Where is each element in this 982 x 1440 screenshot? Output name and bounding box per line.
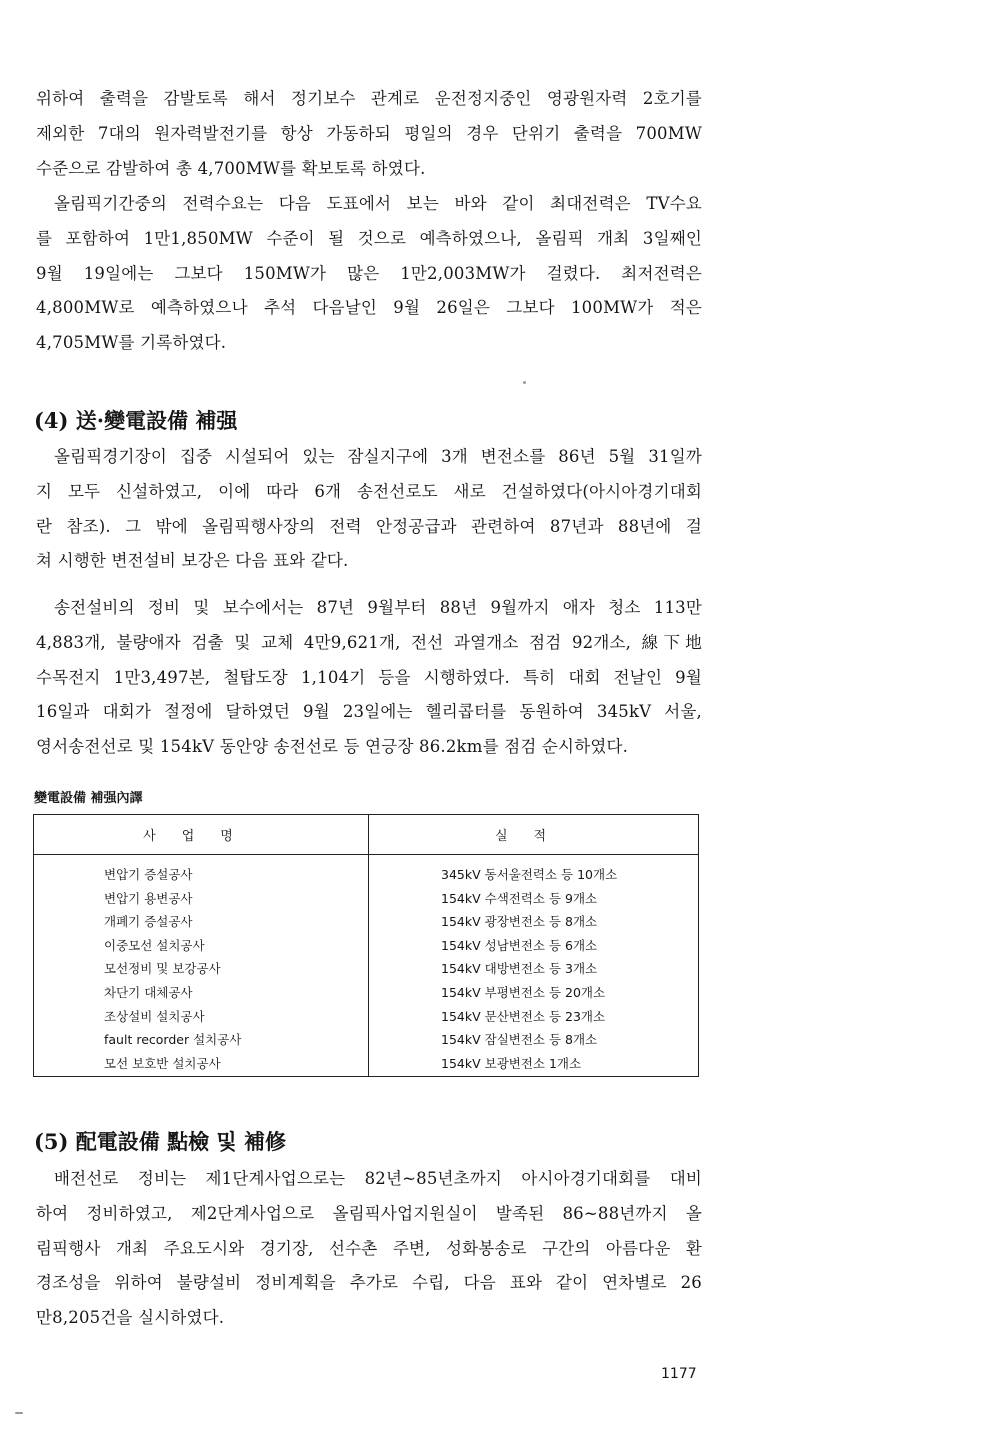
text-line: 지 모두 신설하였고, 이에 따라 6개 송전선로도 새로 건설하였다(아시아경기대회 xyxy=(36,481,702,501)
header-result: 실적 xyxy=(369,815,699,855)
header-project-name: 사업명 xyxy=(34,815,369,855)
table-cell-name: 변압기 용변공사 xyxy=(104,890,193,906)
table-cell-name: 이중모선 설치공사 xyxy=(104,937,205,953)
table-cell-name: 조상설비 설치공사 xyxy=(104,1008,205,1024)
table-cell-name: 차단기 대체공사 xyxy=(104,984,193,1000)
text-line: 배전선로 정비는 제1단계사업으로는 82년~85년초까지 아시아경기대회를 대비 xyxy=(54,1169,702,1188)
text-line: 수준으로 감발하여 총 4,700MW를 확보토록 하였다. xyxy=(36,158,426,178)
table-cell-name: 변압기 증설공사 xyxy=(104,867,193,882)
table-cell-result: 154kV 부평변전소 등 20개소 xyxy=(441,984,606,1000)
text-line: 4,883개, 불량애자 검출 및 교체 4만9,621개, 전선 과열개소 점검 92개소, 線下地 xyxy=(36,632,702,652)
section-heading-distribution: (5) 配電設備 點檢 및 補修 xyxy=(34,1129,287,1154)
text-line: 위하여 출력을 감발토록 해서 정기보수 관계로 운전정지중인 영광원자력 2호기를 xyxy=(36,89,702,108)
table-cell-result: 154kV 수색전력소 등 9개소 xyxy=(441,890,598,906)
text-line: 9월 19일에는 그보다 150MW가 많은 1만2,003MW가 걸렸다. 최저전력은 xyxy=(36,263,702,283)
text-line: 4,705MW를 기록하였다. xyxy=(36,333,227,353)
table-cell-name: 모선정비 및 보강공사 xyxy=(104,961,221,977)
paragraph-generation-reduction xyxy=(36,82,702,186)
table-cell-result: 154kV 잠실변전소 등 8개소 xyxy=(441,1032,598,1048)
text-line: 수목전지 1만3,497본, 철탑도장 1,104기 등을 시행하였다. 특히 대회 전날인 9월 xyxy=(36,667,702,687)
table-cell-result: 154kV 보광변전소 1개소 xyxy=(441,1055,582,1071)
text-line: 쳐 시행한 변전설비 보강은 다음 표와 같다. xyxy=(36,551,349,571)
text-line: 영서송전선로 및 154kV 동안양 송전선로 등 연긍장 86.2km를 점검 순시하였다. xyxy=(36,737,629,757)
paragraph-transmission-maintenance xyxy=(36,591,702,765)
text-line: 하여 정비하였고, 제2단계사업으로 올림픽사업지원실이 발족된 86~88년까지 올 xyxy=(36,1203,702,1223)
table-cell-result: 154kV 성남변전소 등 6개소 xyxy=(441,937,598,953)
table-cell-name: 개폐기 증설공사 xyxy=(104,914,193,930)
text-line: 제외한 7대의 원자력발전기를 항상 가동하되 평일의 경우 단위기 출력을 700MW xyxy=(36,123,702,143)
paragraph-distribution-maintenance xyxy=(36,1162,702,1336)
text-line: 를 포함하여 1만1,850MW 수준이 될 것으로 예측하였으나, 올림픽 개최 3일째인 xyxy=(36,228,702,248)
table-cell-result: 154kV 광장변전소 등 8개소 xyxy=(441,914,598,930)
text-line: 4,800MW로 예측하였으나 추석 다음날인 9월 26일은 그보다 100MW가 적은 xyxy=(36,298,702,318)
table-cell-result: 154kV 문산변전소 등 23개소 xyxy=(441,1008,606,1024)
project-name-column xyxy=(34,855,369,1077)
text-line: 경조성을 위하여 불량설비 정비계획을 추가로 수립, 다음 표와 같이 연차별로 26 xyxy=(36,1273,702,1293)
text-line: 림픽행사 개최 주요도시와 경기장, 선수촌 주변, 성화봉송로 구간의 아름다운 환 xyxy=(36,1238,702,1258)
text-line: 16일과 대회가 절정에 달하였던 9월 23일에는 헬리콥터를 동원하여 345kV 서울, xyxy=(36,702,702,722)
text-line: 올림픽경기장이 집중 시설되어 있는 잠실지구에 3개 변전소를 86년 5월 31일까 xyxy=(54,447,702,466)
section-heading-transmission: (4) 送·變電設備 補强 xyxy=(34,408,238,433)
table-title: 變電設備 補强內譯 xyxy=(34,791,143,806)
text-line: 만8,205건을 실시하였다. xyxy=(36,1308,225,1328)
scan-speck xyxy=(523,381,526,384)
table-cell-name: 모선 보호반 설치공사 xyxy=(104,1055,221,1071)
paragraph-power-demand xyxy=(36,187,702,361)
table-cell-result: 154kV 대방변전소 등 3개소 xyxy=(441,961,598,977)
paragraph-substations xyxy=(36,440,702,579)
text-line: 송전설비의 정비 및 보수에서는 87년 9월부터 88년 9월까지 애자 청소 113만 xyxy=(54,598,702,617)
table-cell-name: fault recorder 설치공사 xyxy=(104,1032,242,1048)
text-line: 올림픽기간중의 전력수요는 다음 도표에서 보는 바와 같이 최대전력은 TV수요 xyxy=(54,194,702,213)
result-column xyxy=(369,855,699,1077)
text-line: 란 참조). 그 밖에 올림픽행사장의 전력 안정공급과 관련하여 87년과 88년에 걸 xyxy=(36,516,702,536)
table-cell-result: 345kV 동서울전력소 등 10개소 xyxy=(441,867,618,882)
scan-speck xyxy=(15,1412,23,1414)
substation-reinforcement-table xyxy=(33,814,699,1077)
table-header-row xyxy=(34,815,699,855)
page-number: 1177 xyxy=(661,1366,697,1382)
table-body-row xyxy=(34,855,699,1077)
